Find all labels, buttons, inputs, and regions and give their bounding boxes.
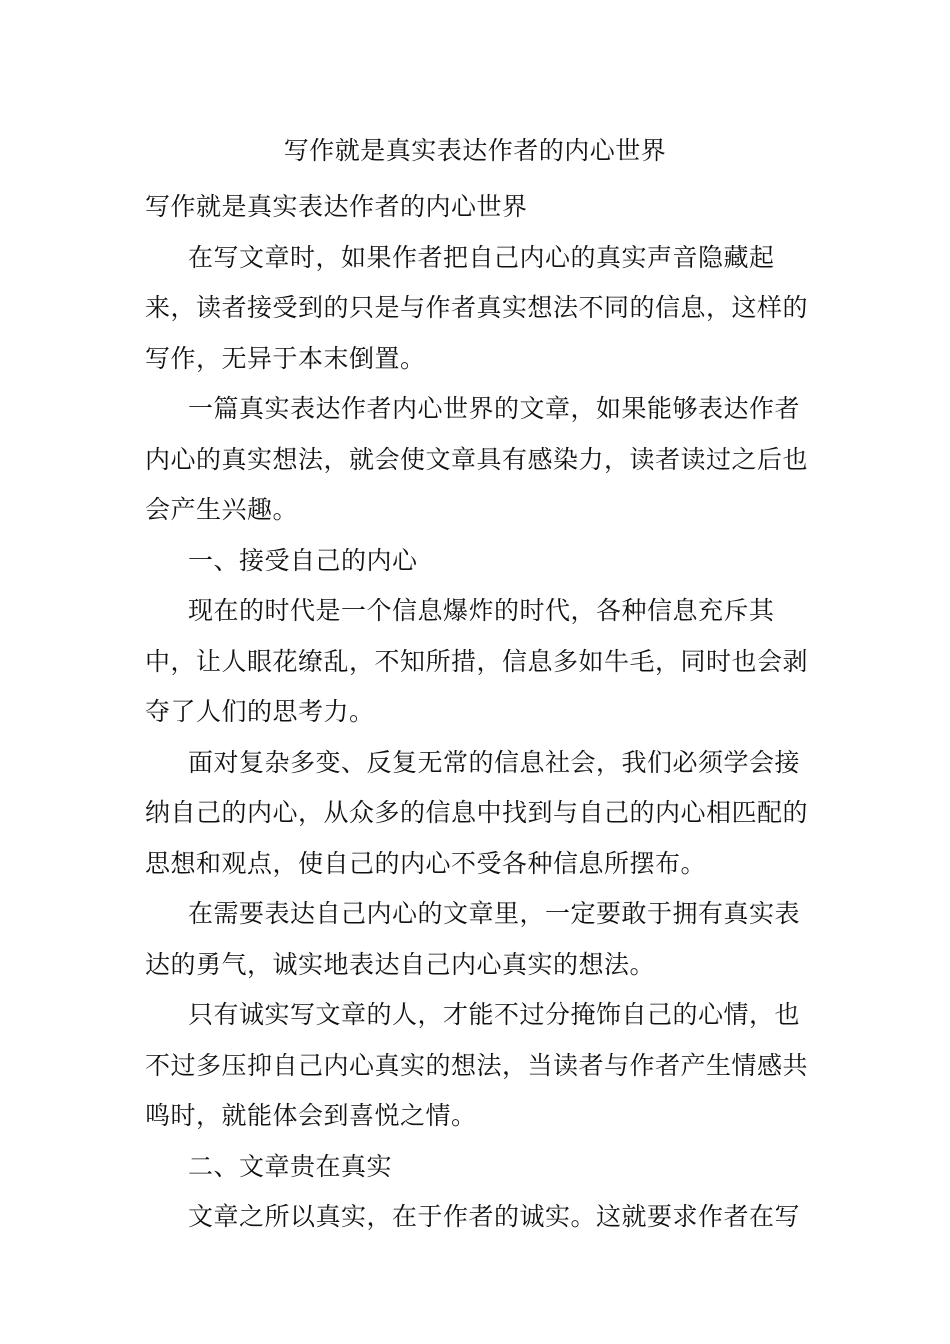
paragraph-4: 面对复杂多变、反复无常的信息社会，我们必须学会接纳自己的内心，从众多的信息中找到与自己的内心相匹配的思想和观点，使自己的内心不受各种信息所摆布。 — [145, 747, 809, 878]
section-heading-2: 二、文章贵在真实 — [188, 1151, 393, 1181]
document-subtitle: 写作就是真实表达作者的内心世界 — [145, 192, 528, 221]
document-body — [145, 182, 825, 1243]
paragraph-1: 在写文章时，如果作者把自己内心的真实声音隐藏起来，读者接受到的只是与作者真实想法不同的信息，这样的写作，无异于本末倒置。 — [145, 242, 809, 373]
paragraph-3: 现在的时代是一个信息爆炸的时代，各种信息充斥其中，让人眼花缭乱，不知所措，信息多如牛毛，同时也会剥夺了人们的思考力。 — [145, 596, 809, 726]
paragraph-7: 文章之所以真实，在于作者的诚实。这就要求作者在写 — [188, 1202, 801, 1231]
document-title: 写作就是真实表达作者的内心世界 — [283, 136, 667, 165]
section-heading-1: 一、接受自己的内心 — [188, 545, 418, 575]
paragraph-2: 一篇真实表达作者内心世界的文章，如果能够表达作者内心的真实想法，就会使文章具有感染力，读者读过之后也会产生兴趣。 — [145, 394, 809, 524]
paragraph-6: 只有诚实写文章的人，才能不过分掩饰自己的心情，也不过多压抑自己内心真实的想法，当读者与作者产生情感共鸣时，就能体会到喜悦之情。 — [145, 1000, 809, 1130]
paragraph-5: 在需要表达自己内心的文章里，一定要敢于拥有真实表达的勇气，诚实地表达自己内心真实的想法。 — [145, 899, 801, 979]
